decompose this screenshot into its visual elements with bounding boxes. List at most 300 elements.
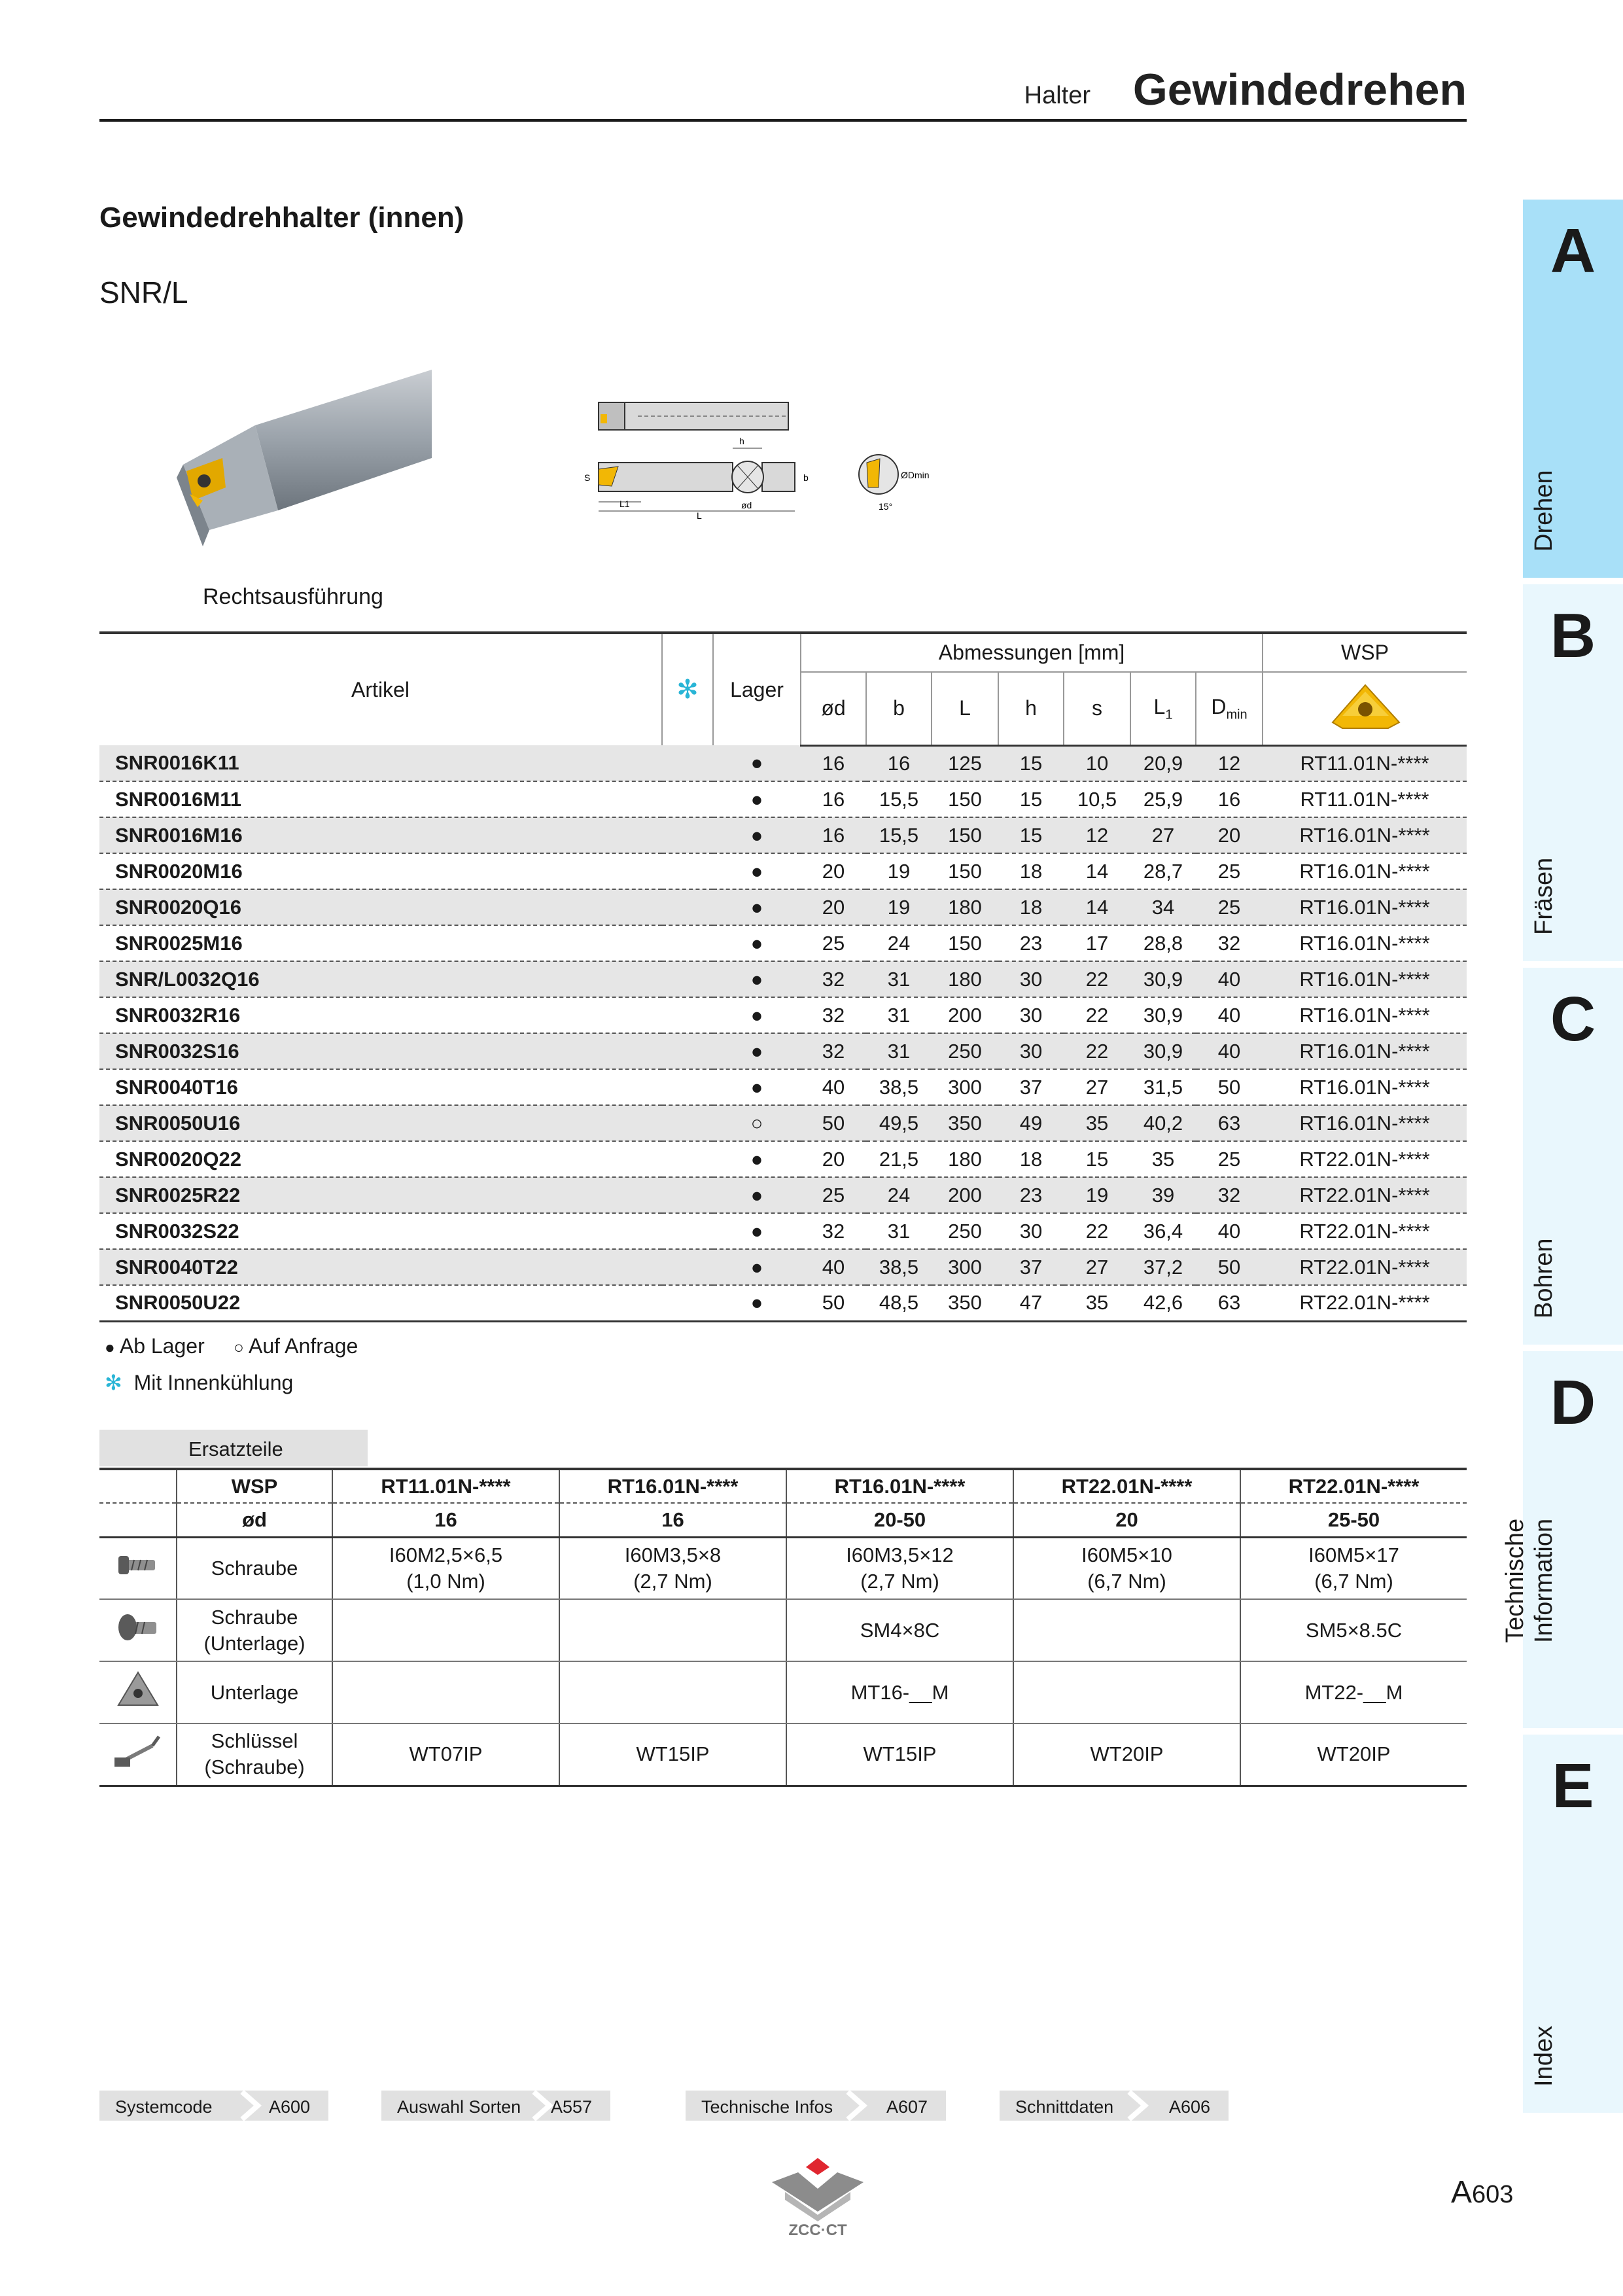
spare-part-row: [99, 1723, 1467, 1786]
cell-s: 14: [1064, 853, 1130, 889]
cell-s: 35: [1064, 1105, 1130, 1141]
cell-artikel: SNR0016M11: [99, 781, 662, 817]
cell-lager: ●: [713, 1213, 801, 1249]
table-row: [99, 997, 1467, 1033]
cell-dmin: 40: [1196, 1033, 1263, 1069]
cell-b: 21,5: [866, 1141, 932, 1177]
drawing-label-s: S: [584, 472, 591, 483]
cell-od: 20: [801, 853, 866, 889]
cell-h: 30: [998, 961, 1064, 997]
cell-b: 38,5: [866, 1069, 932, 1105]
col-h: h: [998, 672, 1064, 745]
cell-l: 180: [932, 961, 998, 997]
cell-dmin: 63: [1196, 1105, 1263, 1141]
cell-coolant: [662, 817, 713, 853]
spare-part-value: WT20IP: [1013, 1723, 1240, 1786]
cell-l1: 31,5: [1130, 1069, 1196, 1105]
drawing-label-od: ød: [741, 500, 752, 510]
tab-letter: E: [1552, 1751, 1594, 1821]
drawing-label-angle: 15°: [879, 501, 893, 512]
chevron-right-icon: [1124, 2091, 1150, 2121]
table-row: [99, 853, 1467, 889]
cell-b: 49,5: [866, 1105, 932, 1141]
legend-stock-symbol: ●: [105, 1337, 115, 1357]
cell-artikel: SNR0032R16: [99, 997, 662, 1033]
table-row: [99, 889, 1467, 925]
tab-label: Index: [1530, 2026, 1558, 2087]
link-technische-infos[interactable]: Technische Infos A607: [686, 2091, 946, 2121]
spare-part-value: [559, 1599, 786, 1661]
drawing-label-l1: L1: [620, 499, 630, 509]
cell-dmin: 25: [1196, 1141, 1263, 1177]
cell-b: 15,5: [866, 817, 932, 853]
cell-l1: 28,7: [1130, 853, 1196, 889]
cell-l: 250: [932, 1213, 998, 1249]
spare-part-value: [1013, 1661, 1240, 1723]
cell-artikel: SNR0020Q16: [99, 889, 662, 925]
tab-drehen[interactable]: [1523, 200, 1623, 578]
table-row: [99, 1213, 1467, 1249]
cell-lager: ●: [713, 925, 801, 961]
cell-coolant: [662, 853, 713, 889]
tab-letter: B: [1550, 601, 1596, 671]
cell-coolant: [662, 997, 713, 1033]
cell-l1: 25,9: [1130, 781, 1196, 817]
cell-coolant: [662, 1033, 713, 1069]
cell-h: 15: [998, 781, 1064, 817]
cell-l: 150: [932, 817, 998, 853]
cell-artikel: SNR0025M16: [99, 925, 662, 961]
spare-part-value: WT20IP: [1240, 1723, 1467, 1786]
legend-request: Auf Anfrage: [249, 1334, 358, 1358]
cell-wsp: RT16.01N-****: [1263, 889, 1467, 925]
key-icon: [99, 1723, 177, 1786]
spare-od-label: ød: [177, 1503, 332, 1537]
spare-wsp-value: RT16.01N-****: [786, 1469, 1013, 1503]
cell-artikel: SNR/L0032Q16: [99, 961, 662, 997]
cell-artikel: SNR0050U22: [99, 1285, 662, 1321]
cell-l1: 20,9: [1130, 745, 1196, 781]
tab-fraesen[interactable]: [1523, 584, 1623, 961]
cell-h: 18: [998, 1141, 1064, 1177]
cell-od: 32: [801, 1213, 866, 1249]
legend-coolant-icon: ✻: [105, 1371, 122, 1394]
spare-wsp-value: RT22.01N-****: [1013, 1469, 1240, 1503]
cell-lager: ●: [713, 745, 801, 781]
cell-wsp: RT22.01N-****: [1263, 1249, 1467, 1285]
tab-label: Bohren: [1530, 1238, 1558, 1318]
table-row: [99, 961, 1467, 997]
tool-holder-image: [164, 366, 438, 556]
page-number: A603: [1451, 2175, 1514, 2210]
spare-part-value: SM4×8C: [786, 1599, 1013, 1661]
cell-od: 16: [801, 745, 866, 781]
cell-dmin: 40: [1196, 997, 1263, 1033]
legend: [105, 1328, 358, 1400]
cell-dmin: 20: [1196, 817, 1263, 853]
cell-dmin: 32: [1196, 1177, 1263, 1213]
cell-l1: 27: [1130, 817, 1196, 853]
cell-l1: 28,8: [1130, 925, 1196, 961]
cell-dmin: 40: [1196, 961, 1263, 997]
cell-l: 200: [932, 997, 998, 1033]
cell-s: 22: [1064, 1033, 1130, 1069]
tab-index[interactable]: [1523, 1735, 1623, 2113]
legend-stock: Ab Lager: [119, 1334, 205, 1358]
cell-artikel: SNR0020Q22: [99, 1141, 662, 1177]
spare-od-value: 20: [1013, 1503, 1240, 1537]
cell-h: 49: [998, 1105, 1064, 1141]
cell-b: 38,5: [866, 1249, 932, 1285]
col-L1: $L_1$: [1130, 672, 1196, 745]
cell-wsp: RT16.01N-****: [1263, 925, 1467, 961]
cell-wsp: RT16.01N-****: [1263, 1033, 1467, 1069]
cell-h: 37: [998, 1069, 1064, 1105]
cell-artikel: SNR0016K11: [99, 745, 662, 781]
cell-artikel: SNR0016M16: [99, 817, 662, 853]
cell-s: 19: [1064, 1177, 1130, 1213]
cell-lager: ●: [713, 781, 801, 817]
cell-s: 14: [1064, 889, 1130, 925]
cell-lager: ●: [713, 889, 801, 925]
cell-s: 10,5: [1064, 781, 1130, 817]
cell-wsp: RT11.01N-****: [1263, 781, 1467, 817]
cell-l1: 30,9: [1130, 997, 1196, 1033]
cell-lager: ●: [713, 997, 801, 1033]
table-row: [99, 745, 1467, 781]
cell-l: 150: [932, 925, 998, 961]
cell-artikel: SNR0020M16: [99, 853, 662, 889]
table-row: [99, 1285, 1467, 1321]
cell-dmin: 50: [1196, 1249, 1263, 1285]
cell-od: 20: [801, 1141, 866, 1177]
col-dmin: $D_{min}$: [1196, 672, 1263, 745]
col-s: s: [1064, 672, 1130, 745]
cell-l: 300: [932, 1249, 998, 1285]
cell-coolant: [662, 1069, 713, 1105]
cell-od: 25: [801, 1177, 866, 1213]
table-row: [99, 1249, 1467, 1285]
chevron-right-icon: [843, 2091, 869, 2121]
spare-part-name: Schlüssel (Schraube): [177, 1723, 332, 1786]
cell-coolant: [662, 961, 713, 997]
cell-coolant: [662, 1213, 713, 1249]
section-title: Gewindedrehhalter (innen): [99, 202, 464, 234]
col-dimensions: Abmessungen [mm]: [801, 633, 1263, 672]
cell-l1: 30,9: [1130, 1033, 1196, 1069]
spare-part-name: Schraube: [177, 1537, 332, 1599]
cell-lager: ●: [713, 817, 801, 853]
cell-l1: 35: [1130, 1141, 1196, 1177]
cell-l: 200: [932, 1177, 998, 1213]
cell-h: 18: [998, 853, 1064, 889]
cell-coolant: [662, 1285, 713, 1321]
cell-b: 15,5: [866, 781, 932, 817]
cell-l1: 36,4: [1130, 1213, 1196, 1249]
cell-h: 30: [998, 1033, 1064, 1069]
spare-part-value: I60M5×10 (6,7 Nm): [1013, 1537, 1240, 1599]
cell-b: 31: [866, 997, 932, 1033]
cell-s: 15: [1064, 1141, 1130, 1177]
legend-coolant: Mit Innenkühlung: [133, 1371, 294, 1394]
spare-part-value: WT15IP: [786, 1723, 1013, 1786]
cell-wsp: RT22.01N-****: [1263, 1177, 1467, 1213]
caption-right-hand: Rechtsausführung: [203, 584, 383, 609]
cell-l: 300: [932, 1069, 998, 1105]
technical-drawing: [566, 389, 1004, 530]
cell-lager: ●: [713, 1285, 801, 1321]
table-row: [99, 1105, 1467, 1141]
spare-parts-label: Ersatzteile: [99, 1430, 368, 1466]
spare-wsp-value: RT22.01N-****: [1240, 1469, 1467, 1503]
cell-s: 27: [1064, 1069, 1130, 1105]
cell-artikel: SNR0040T22: [99, 1249, 662, 1285]
cell-l1: 34: [1130, 889, 1196, 925]
tab-letter: C: [1550, 984, 1596, 1054]
spare-part-row: [99, 1661, 1467, 1723]
zccct-logo: [759, 2153, 877, 2238]
cell-dmin: 50: [1196, 1069, 1263, 1105]
spare-part-value: I60M3,5×8 (2,7 Nm): [559, 1537, 786, 1599]
cell-l: 350: [932, 1105, 998, 1141]
spare-part-value: SM5×8.5C: [1240, 1599, 1467, 1661]
article-table: [99, 631, 1467, 1322]
spare-wsp-value: RT11.01N-****: [332, 1469, 559, 1503]
cell-l1: 30,9: [1130, 961, 1196, 997]
cell-h: 18: [998, 889, 1064, 925]
cell-s: 22: [1064, 997, 1130, 1033]
spare-od-value: 16: [332, 1503, 559, 1537]
cell-l: 350: [932, 1285, 998, 1321]
model-name: SNR/L: [99, 275, 188, 309]
drawing-label-b: b: [803, 472, 809, 483]
table-row: [99, 1177, 1467, 1213]
header-title: Gewindedrehen: [1132, 65, 1467, 115]
cell-coolant: [662, 781, 713, 817]
cell-od: 32: [801, 1033, 866, 1069]
screw-icon: [99, 1537, 177, 1599]
wsp-insert-icon: [1263, 672, 1467, 745]
tab-letter: D: [1550, 1368, 1596, 1438]
table-row: [99, 817, 1467, 853]
cell-b: 24: [866, 1177, 932, 1213]
cell-artikel: SNR0025R22: [99, 1177, 662, 1213]
link-schnittdaten[interactable]: Schnittdaten A606: [1000, 2091, 1229, 2121]
cell-l1: 42,6: [1130, 1285, 1196, 1321]
col-wsp: WSP: [1263, 633, 1467, 672]
spare-part-value: WT15IP: [559, 1723, 786, 1786]
cell-h: 23: [998, 1177, 1064, 1213]
chevron-right-icon: [237, 2091, 263, 2121]
link-auswahl-sorten[interactable]: Auswahl Sorten A557: [381, 2091, 610, 2121]
cell-wsp: RT16.01N-****: [1263, 817, 1467, 853]
cell-lager: ●: [713, 853, 801, 889]
cell-wsp: RT16.01N-****: [1263, 1105, 1467, 1141]
cell-od: 25: [801, 925, 866, 961]
spare-od-value: 16: [559, 1503, 786, 1537]
cell-dmin: 32: [1196, 925, 1263, 961]
spare-part-row: [99, 1599, 1467, 1661]
cell-wsp: RT16.01N-****: [1263, 961, 1467, 997]
coolant-icon: ✻: [662, 633, 713, 745]
cell-artikel: SNR0032S16: [99, 1033, 662, 1069]
cell-h: 37: [998, 1249, 1064, 1285]
spare-od-value: 20-50: [786, 1503, 1013, 1537]
cell-h: 47: [998, 1285, 1064, 1321]
cell-dmin: 63: [1196, 1285, 1263, 1321]
cell-artikel: SNR0050U16: [99, 1105, 662, 1141]
cell-b: 31: [866, 1213, 932, 1249]
tab-bohren[interactable]: [1523, 968, 1623, 1345]
cell-h: 15: [998, 745, 1064, 781]
spare-part-name: Unterlage: [177, 1661, 332, 1723]
svg-text:ZCC·CT: ZCC·CT: [788, 2221, 847, 2238]
spare-part-value: MT16-__M: [786, 1661, 1013, 1723]
spare-part-value: [1013, 1599, 1240, 1661]
spare-part-value: [332, 1661, 559, 1723]
cell-od: 40: [801, 1069, 866, 1105]
cell-s: 35: [1064, 1285, 1130, 1321]
spare-part-value: [332, 1599, 559, 1661]
spare-part-value: MT22-__M: [1240, 1661, 1467, 1723]
tab-technische-information[interactable]: [1501, 1351, 1623, 1728]
cell-l: 150: [932, 853, 998, 889]
drawing-label-dmin: ØDmin: [901, 470, 930, 480]
link-systemcode[interactable]: Systemcode A600: [99, 2091, 328, 2121]
cell-l: 150: [932, 781, 998, 817]
shim-screw-icon: [99, 1599, 177, 1661]
cell-b: 31: [866, 961, 932, 997]
cell-s: 10: [1064, 745, 1130, 781]
cell-lager: ●: [713, 1069, 801, 1105]
table-row: [99, 781, 1467, 817]
spare-parts-table: [99, 1468, 1467, 1787]
cell-s: 22: [1064, 1213, 1130, 1249]
cell-coolant: [662, 1105, 713, 1141]
table-row: [99, 925, 1467, 961]
cell-lager: ●: [713, 1141, 801, 1177]
spare-wsp-label: WSP: [177, 1469, 332, 1503]
cell-od: 50: [801, 1105, 866, 1141]
cell-dmin: 40: [1196, 1213, 1263, 1249]
cell-dmin: 12: [1196, 745, 1263, 781]
shim-icon: [99, 1661, 177, 1723]
cell-wsp: RT22.01N-****: [1263, 1285, 1467, 1321]
cell-wsp: RT16.01N-****: [1263, 997, 1467, 1033]
cell-od: 16: [801, 817, 866, 853]
cell-wsp: RT22.01N-****: [1263, 1213, 1467, 1249]
spare-od-value: 25-50: [1240, 1503, 1467, 1537]
cell-coolant: [662, 1141, 713, 1177]
spare-part-value: I60M5×17 (6,7 Nm): [1240, 1537, 1467, 1599]
cell-lager: ●: [713, 1033, 801, 1069]
table-row: [99, 1069, 1467, 1105]
cell-od: 32: [801, 961, 866, 997]
col-artikel: Artikel: [351, 677, 410, 701]
col-od: ød: [801, 672, 866, 745]
cell-coolant: [662, 889, 713, 925]
cell-dmin: 16: [1196, 781, 1263, 817]
cell-h: 23: [998, 925, 1064, 961]
cell-l1: 40,2: [1130, 1105, 1196, 1141]
cell-l: 180: [932, 889, 998, 925]
spare-part-row: [99, 1537, 1467, 1599]
cell-wsp: RT11.01N-****: [1263, 745, 1467, 781]
cell-coolant: [662, 925, 713, 961]
cell-s: 27: [1064, 1249, 1130, 1285]
cell-l: 250: [932, 1033, 998, 1069]
cell-dmin: 25: [1196, 889, 1263, 925]
cell-b: 19: [866, 889, 932, 925]
col-L: L: [932, 672, 998, 745]
cell-coolant: [662, 1177, 713, 1213]
cell-wsp: RT16.01N-****: [1263, 1069, 1467, 1105]
cell-coolant: [662, 745, 713, 781]
cell-h: 30: [998, 1213, 1064, 1249]
cell-b: 48,5: [866, 1285, 932, 1321]
page-header: [99, 60, 1467, 122]
tab-letter: A: [1550, 216, 1596, 286]
cell-lager: ○: [713, 1105, 801, 1141]
cell-od: 16: [801, 781, 866, 817]
cell-b: 19: [866, 853, 932, 889]
cell-b: 24: [866, 925, 932, 961]
cell-lager: ●: [713, 1177, 801, 1213]
tab-label: Technische Information: [1501, 1518, 1558, 1643]
header-subtitle: Halter: [1024, 82, 1091, 109]
col-lager: Lager: [713, 633, 801, 745]
tab-label: Drehen: [1530, 470, 1558, 552]
spare-part-value: WT07IP: [332, 1723, 559, 1786]
table-row: [99, 1141, 1467, 1177]
cell-l: 180: [932, 1141, 998, 1177]
cell-wsp: RT16.01N-****: [1263, 853, 1467, 889]
cell-s: 17: [1064, 925, 1130, 961]
cell-l1: 37,2: [1130, 1249, 1196, 1285]
cell-od: 20: [801, 889, 866, 925]
cell-wsp: RT22.01N-****: [1263, 1141, 1467, 1177]
cell-od: 32: [801, 997, 866, 1033]
cell-s: 22: [1064, 961, 1130, 997]
cell-lager: ●: [713, 1249, 801, 1285]
cell-h: 15: [998, 817, 1064, 853]
drawing-label-l: L: [697, 510, 702, 521]
cell-l: 125: [932, 745, 998, 781]
drawing-label-h: h: [739, 436, 744, 446]
cell-od: 40: [801, 1249, 866, 1285]
tab-label: Fräsen: [1530, 857, 1558, 935]
cell-b: 16: [866, 745, 932, 781]
cell-s: 12: [1064, 817, 1130, 853]
cell-l1: 39: [1130, 1177, 1196, 1213]
cell-lager: ●: [713, 961, 801, 997]
spare-part-value: [559, 1661, 786, 1723]
cell-artikel: SNR0040T16: [99, 1069, 662, 1105]
table-row: [99, 1033, 1467, 1069]
cell-h: 30: [998, 997, 1064, 1033]
spare-wsp-value: RT16.01N-****: [559, 1469, 786, 1503]
legend-request-symbol: ○: [234, 1337, 244, 1357]
col-b: b: [866, 672, 932, 745]
spare-part-value: I60M2,5×6,5 (1,0 Nm): [332, 1537, 559, 1599]
cell-b: 31: [866, 1033, 932, 1069]
cell-coolant: [662, 1249, 713, 1285]
cell-od: 50: [801, 1285, 866, 1321]
spare-part-value: I60M3,5×12 (2,7 Nm): [786, 1537, 1013, 1599]
cell-dmin: 25: [1196, 853, 1263, 889]
cell-artikel: SNR0032S22: [99, 1213, 662, 1249]
spare-part-name: Schraube (Unterlage): [177, 1599, 332, 1661]
